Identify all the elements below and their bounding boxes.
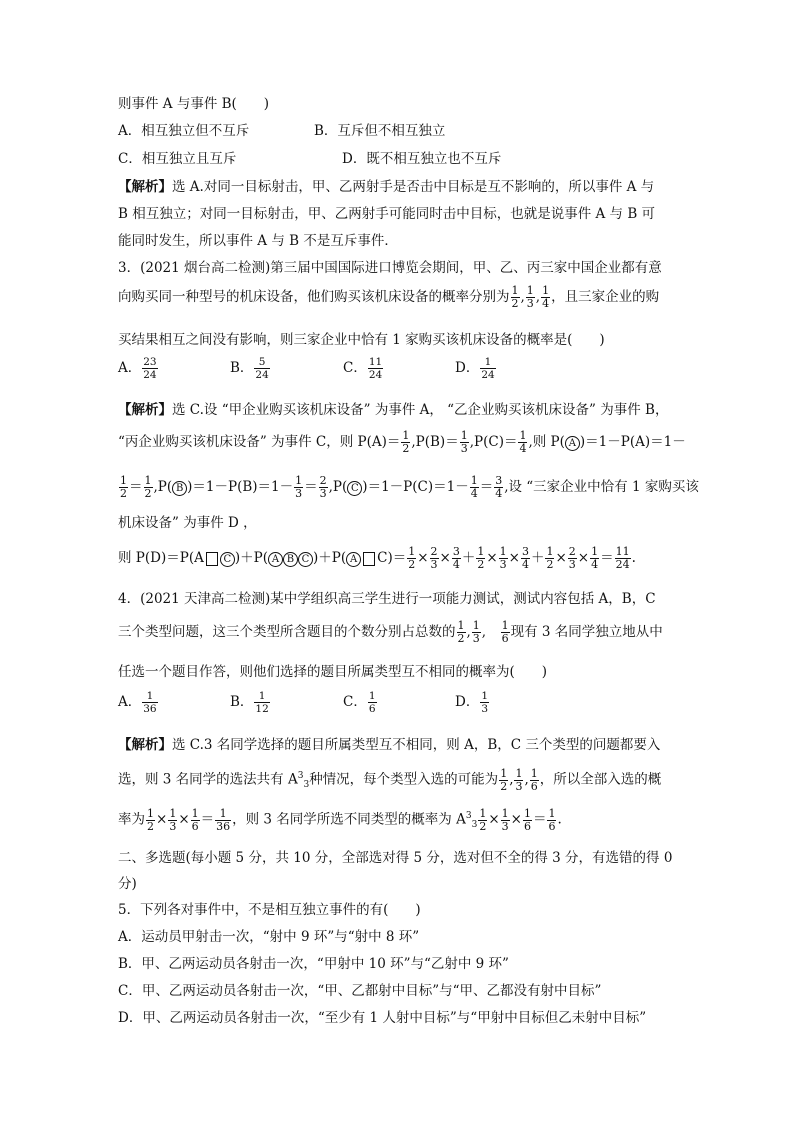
q4-option-b: B． $\frac{1}{12}$ xyxy=(230,690,269,715)
q4-analysis-line-2: 选，则 3 名同学的选法共有 $A^3_3$种情况，每个类型入选的可能为 $\frac{1}{2}$ , $\frac{1}{3}$ , $\frac{1}{6}$ ，所以全部入选的概 xyxy=(118,766,662,793)
q2-option-d: D．既不相互独立也不互斥 xyxy=(342,151,502,167)
q4-stem-line-3: 任选一个题目作答，则他们选择的题目所属类型互不相同的概率为( ) xyxy=(118,664,548,680)
q2-analysis-line-1: 【解析】选 A.对同一目标射击，甲、乙两射手是否击中目标是互不影响的，所以事件 A 与 xyxy=(118,179,655,195)
q3-analysis-line-3: $\frac{1}{2}$ ＝ $\frac{1}{2}$ ,P( B )＝1－P(B)＝1－ $\frac{1}{3}$ ＝ $\frac{2}{3}$ ,P( C )＝1－P(C)＝1－ $\frac{1}{4}$ ＝ $\frac{3}{4}$ ,设 “三家企业中恰有 1 家购买该 xyxy=(120,474,699,500)
q3-analysis-line-2: “丙企业购买该机床设备” 为事件 C，则 P(A)＝ $\frac{1}{2}$ ,P(B)＝ $\frac{1}{3}$ ,P(C)＝ $\frac{1}{4}$ ,则 P( A )＝1－P(A)＝1－ xyxy=(118,429,686,455)
q2-option-c: C．相互独立且互斥 xyxy=(118,151,237,167)
section-2-heading-line-1: 二、多选题(每小题 5 分，共 10 分，全部选对得 5 分，选对但不全的得 3 分，有选错的得 0 xyxy=(118,850,673,866)
q3-option-c: C． $\frac{11}{24}$ xyxy=(343,356,383,381)
q3-option-b: B． $\frac{5}{24}$ xyxy=(230,356,269,381)
q3-option-d: D． $\frac{1}{24}$ xyxy=(455,356,495,381)
q3-option-a: A． $\frac{23}{24}$ xyxy=(118,356,157,381)
analysis-tag: 【解析】 xyxy=(118,737,172,753)
q5-option-a: A．运动员甲射击一次，“射中 9 环”与“射中 8 环” xyxy=(118,929,420,945)
fraction: $\frac{1}{3}$ xyxy=(526,284,534,310)
q3-stem-line-3: 买结果相互之间没有影响，则三家企业中恰有 1 家购买该机床设备的概率是( ) xyxy=(118,332,605,348)
q4-option-c: C． $\frac{1}{6}$ xyxy=(343,690,376,715)
q5-stem: 5．下列各对事件中，不是相互独立事件的有( ) xyxy=(118,902,421,918)
section-2-heading-line-2: 分) xyxy=(118,876,137,892)
q2-option-b: B．互斥但不相互独立 xyxy=(314,123,446,139)
analysis-tag: 【解析】 xyxy=(118,402,172,418)
q4-option-d: D． $\frac{1}{3}$ xyxy=(455,690,489,715)
q3-stem-line-1: 3．(2021 烟台高二检测)第三届中国国际进口博览会期间，甲、乙、丙三家中国企业都有意 xyxy=(118,260,662,276)
q5-option-d: D．甲、乙两运动员各射击一次，“至少有 1 人射中目标”与“甲射中目标但乙未射中目标” xyxy=(118,1010,647,1026)
fraction: $\frac{1}{4}$ xyxy=(542,284,550,310)
fraction: $\frac{1}{2}$ xyxy=(511,284,519,310)
q5-option-c: C．甲、乙两运动员各射击一次，“甲、乙都射中目标”与“甲、乙都没有射中目标” xyxy=(118,983,602,999)
q3-analysis-line-5: 则 P(D)＝P(A C )＋P( A B C )＋P( A C)＝ $\frac{1}{2}$ × $\frac{2}{3}$ × $\frac{3}{4}$ ＋ $\frac{1}{2}$ × $\frac{1}{3}$ × $\frac{3}{4}$ ＋ $\frac{1}{2}$ × $\frac{2}{3}$ × $\frac{1}{4}$ ＝ $\frac{11}{24}$ . xyxy=(118,545,636,571)
analysis-tag: 【解析】 xyxy=(118,179,172,195)
q4-option-a: A． $\frac{1}{36}$ xyxy=(118,690,157,715)
q2-stem-tail: 则事件 A 与事件 B( ) xyxy=(118,96,270,112)
q2-analysis-line-2: B 相互独立；对同一目标射击，甲、乙两射手可能同时击中目标，也就是说事件 A 与 B 可 xyxy=(118,206,656,222)
q4-analysis-line-3: 率为 $\frac{1}{2}$ × $\frac{1}{3}$ × $\frac{1}{6}$ ＝ $\frac{1}{36}$ ，则 3 名同学所选不同类型的概率为 $A^3_3$ $\frac{1}{2}$ × $\frac{1}{3}$ × $\frac{1}{6}$ ＝ $\frac{1}{6}$ . xyxy=(118,806,562,833)
q2-option-a: A．相互独立但不互斥 xyxy=(118,123,250,139)
q3-stem-line-2: 向购买同一种型号的机床设备，他们购买该机床设备的概率分别为 $\frac{1}{2}$ , $\frac{1}{3}$ , $\frac{1}{4}$ ，且三家企业的购 xyxy=(118,284,660,310)
q4-analysis-line-1: 【解析】选 C.3 名同学选择的题目所属类型互不相同，则 A，B，C 三个类型的问题都要入 xyxy=(118,737,661,753)
q4-stem-line-1: 4．(2021 天津高二检测)某中学组织高三学生进行一项能力测试，测试内容包括 A，B，C xyxy=(118,591,656,607)
q3-analysis-line-4: 机床设备” 为事件 D ， xyxy=(118,515,257,531)
q5-option-b: B．甲、乙两运动员各射击一次，“甲射中 10 环”与“乙射中 9 环” xyxy=(118,956,509,972)
q2-analysis-line-3: 能同时发生，所以事件 A 与 B 不是互斥事件． xyxy=(118,233,398,249)
q4-stem-line-2: 三个类型问题，这三个类型所含题目的个数分别占总数的 $\frac{1}{2}$ , $\frac{1}{3}$ , $\frac{1}{6}$ 现有 3 名同学独立地从中 xyxy=(118,619,663,645)
q3-analysis-line-1: 【解析】选 C.设 “甲企业购买该机床设备” 为事件 A， “乙企业购买该机床设备” 为事件 B， xyxy=(118,402,669,418)
